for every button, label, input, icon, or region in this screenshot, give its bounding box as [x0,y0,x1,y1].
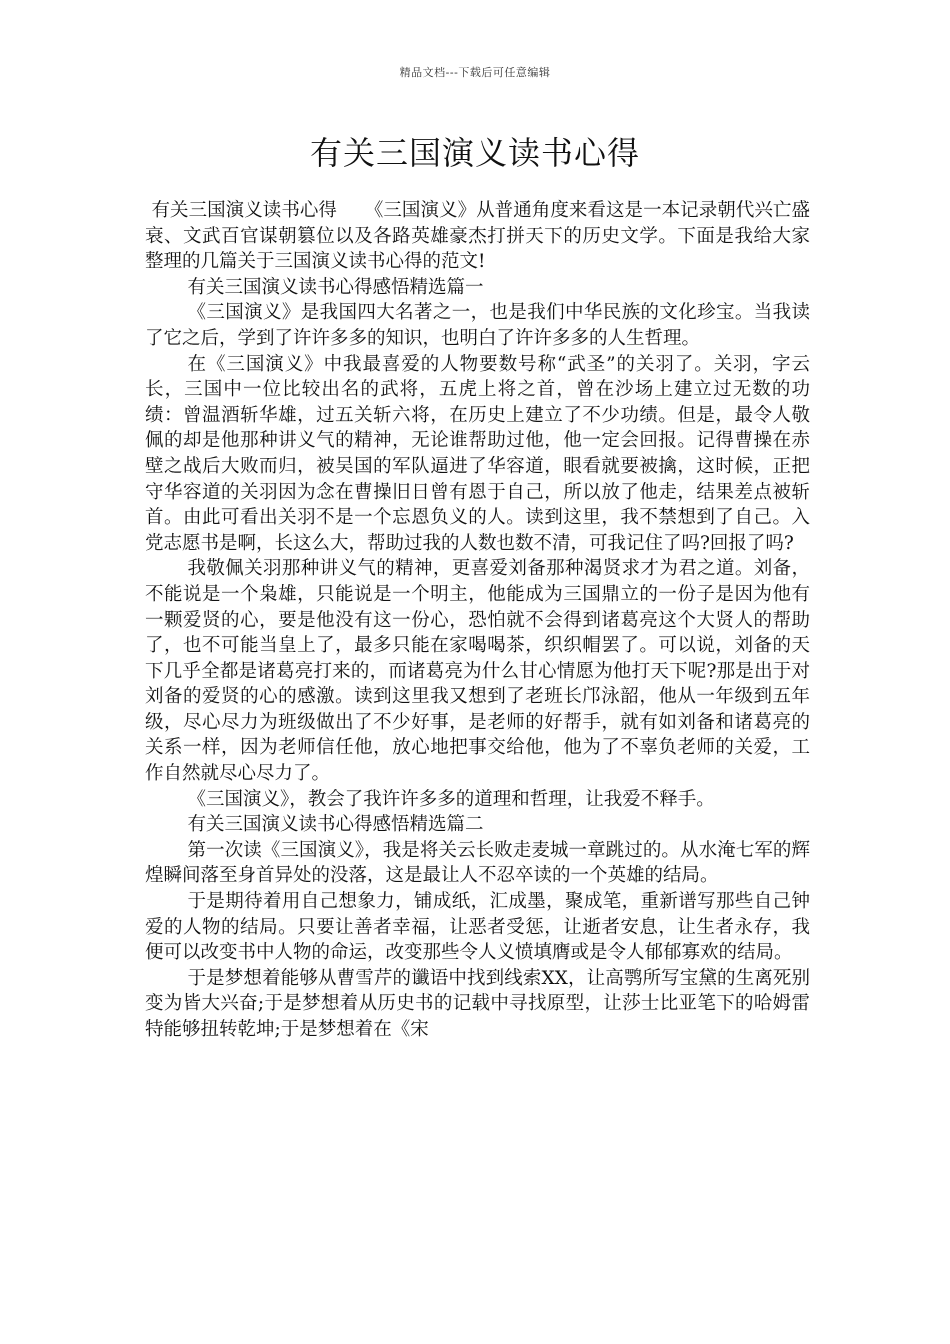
document-body [145,198,810,1043]
paragraph: 《三国演义》，教会了我许许多多的道理和哲理，让我爱不释手。 [187,788,715,810]
paragraph: 第一次读《三国演义》，我是将关云长败走麦城一章跳过的。从水淹七军的辉煌瞬间落至身首异处的没落，这是最让人不忍卒读的一个英雄的结局。 [145,839,810,887]
paragraph: 于是梦想着能够从曹雪芹的谶语中找到线索XX，让高鹗所写宝黛的生离死别变为皆大兴奋;于是梦想着从历史书的记载中寻找原型，让莎士比亚笔下的哈姆雷特能够扭转乾坤;于是梦想着在《宋 [145,967,810,1040]
paragraph-intro: 有关三国演义读书心得 《三国演义》从普通角度来看这是一本记录朝代兴亡盛衰、文武百官谋朝篡位以及各路英雄豪杰打拼天下的历史文学。下面是我给大家整理的几篇关于三国演义读书心得的范文! [145,200,810,273]
paragraph: 我敬佩关羽那种讲义气的精神，更喜爱刘备那种渴贤求才为君之道。刘备，不能说是一个枭雄，只能说是一个明主，他能成为三国鼎立的一份子是因为他有一颗爱贤的心，要是他没有这一份心，恐怕就不会得到诸葛亮这个大贤人的帮助了，也不可能当皇上了，最多只能在家喝喝茶，织织帽罢了。可以说，刘备的天下几乎全都是诸葛亮打来的，而诸葛亮为什么甘心情愿为他打天下呢?那是出于对刘备的爱贤的心的感激。读到这里我又想到了老班长邝泳韶，他从一年级到五年级，尽心尽力为班级做出了不少好事，是老师的好帮手，就有如刘备和诸葛亮的关系一样，因为老师信任他，放心地把事交给他，他为了不辜负老师的关爱，工作自然就尽心尽力了。 [145,558,810,785]
paragraph: 在《三国演义》中我最喜爱的人物要数号称“武圣”的关羽了。关羽，字云长，三国中一位比较出名的武将，五虎上将之首，曾在沙场上建立过无数的功绩：曾温酒斩华雄，过五关斩六将，在历史上建立了不少功绩。但是，最令人敬佩的却是他那种讲义气的精神，无论谁帮助过他，他一定会回报。记得曹操在赤壁之战后大败而归，被吴国的军队逼进了华容道，眼看就要被擒，这时候，正把守华容道的关羽因为念在曹操旧日曾有恩于自己，所以放了他走，结果差点被斩首。由此可看出关羽不是一个忘恩负义的人。读到这里，我不禁想到了自己。入党志愿书是啊，长这么大，帮助过我的人数也数不清，可我记住了吗?回报了吗? [145,353,810,554]
page-header: 精品文档---下载后可任意编辑 [399,66,551,79]
paragraph: 《三国演义》是我国四大名著之一，也是我们中华民族的文化珍宝。当我读了它之后，学到了许许多多的知识，也明白了许许多多的人生哲理。 [145,302,810,349]
paragraph: 于是期待着用自己想象力，铺成纸，汇成墨，聚成笔，重新谱写那些自己钟爱的人物的结局。只要让善者幸福，让恶者受惩，让逝者安息，让生者永存，我便可以改变书中人物的命运，改变那些令人义愤填膺或是令人郁郁寡欢的结局。 [145,891,810,964]
section-heading-1: 有关三国演义读书心得感悟精选篇一 [187,276,484,298]
section-heading-2: 有关三国演义读书心得感悟精选篇二 [187,814,484,836]
document-title: 有关三国演义读书心得 [309,134,640,172]
